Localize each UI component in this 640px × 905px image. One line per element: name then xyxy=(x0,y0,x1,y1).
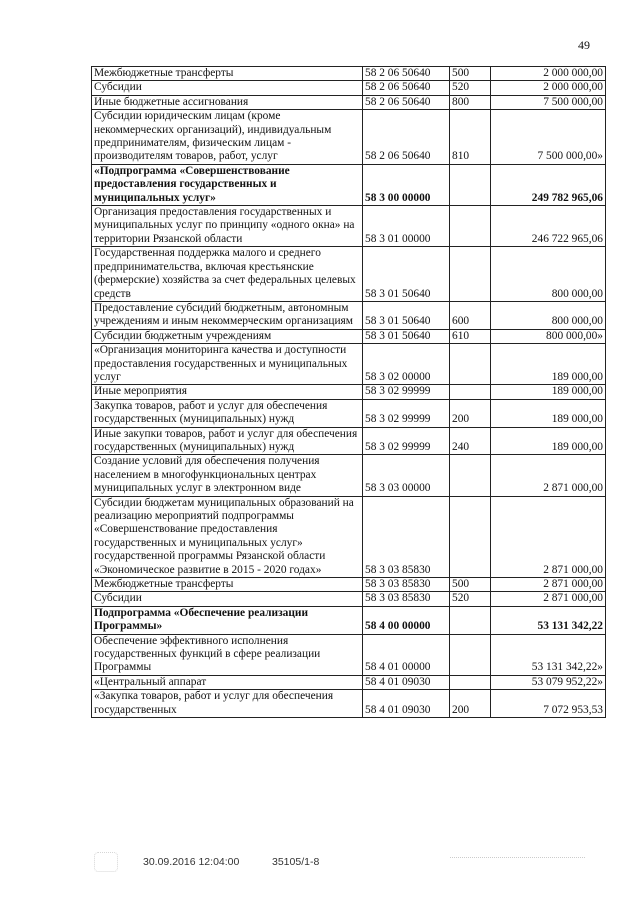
row-sum-cell: 189 000,00 xyxy=(491,344,606,385)
row-type-cell xyxy=(450,606,491,634)
table-row xyxy=(92,578,606,592)
row-sum-cell: 800 000,00 xyxy=(491,301,606,329)
row-name-cell: «Организация мониторинга качества и доступности предоставления государственных и муниципальных услуг xyxy=(92,344,363,385)
table-row xyxy=(92,455,606,496)
budget-table xyxy=(91,66,606,718)
row-sum-cell: 2 000 000,00 xyxy=(491,81,606,95)
row-code-cell: 58 4 01 09030 xyxy=(363,690,450,718)
row-name-cell: Субсидии xyxy=(92,592,363,606)
row-sum-cell: 53 131 342,22» xyxy=(491,634,606,675)
row-name-cell: Межбюджетные трансферты xyxy=(92,67,363,81)
row-code-cell: 58 3 03 85830 xyxy=(363,578,450,592)
row-type-cell: 200 xyxy=(450,399,491,427)
row-type-cell: 520 xyxy=(450,81,491,95)
table-row xyxy=(92,496,606,577)
row-sum-cell: 249 782 965,06 xyxy=(491,164,606,205)
table-row xyxy=(92,206,606,247)
row-name-cell: «Подпрограмма «Совершенствование предоставления государственных и муниципальных услуг» xyxy=(92,164,363,205)
row-name-cell: «Закупка товаров, работ и услуг для обеспечения государственных xyxy=(92,690,363,718)
faint-scan-line xyxy=(450,857,585,860)
row-name-cell: «Центральный аппарат xyxy=(92,675,363,689)
table-row xyxy=(92,81,606,95)
row-name-cell: Обеспечение эффективного исполнения государственных функций в сфере реализации Программы xyxy=(92,634,363,675)
page-number: 49 xyxy=(578,38,590,52)
row-type-cell xyxy=(450,496,491,577)
footer-datetime: 30.09.2016 12:04:00 xyxy=(143,856,240,868)
row-sum-cell: 2 871 000,00 xyxy=(491,578,606,592)
row-code-cell: 58 3 03 85830 xyxy=(363,496,450,577)
table-row xyxy=(92,592,606,606)
row-type-cell xyxy=(450,455,491,496)
table-row xyxy=(92,329,606,343)
row-sum-cell: 189 000,00 xyxy=(491,399,606,427)
table-row xyxy=(92,399,606,427)
row-type-cell xyxy=(450,344,491,385)
row-type-cell xyxy=(450,634,491,675)
row-code-cell: 58 4 00 00000 xyxy=(363,606,450,634)
table-row xyxy=(92,164,606,205)
row-code-cell: 58 3 03 00000 xyxy=(363,455,450,496)
table-row xyxy=(92,344,606,385)
row-code-cell: 58 3 02 99999 xyxy=(363,385,450,399)
row-code-cell: 58 3 01 50640 xyxy=(363,301,450,329)
row-name-cell: Иные закупки товаров, работ и услуг для обеспечения государственных (муниципальных) нужд xyxy=(92,427,363,455)
row-sum-cell: 246 722 965,06 xyxy=(491,206,606,247)
row-sum-cell: 53 131 342,22 xyxy=(491,606,606,634)
row-code-cell: 58 3 02 99999 xyxy=(363,399,450,427)
row-name-cell: Предоставление субсидий бюджетным, автономным учреждениям и иным некоммерческим организациям xyxy=(92,301,363,329)
scan-mark xyxy=(94,852,118,872)
table-row xyxy=(92,95,606,109)
table-row xyxy=(92,301,606,329)
row-name-cell: Межбюджетные трансферты xyxy=(92,578,363,592)
row-code-cell: 58 4 01 09030 xyxy=(363,675,450,689)
row-sum-cell: 800 000,00 xyxy=(491,247,606,302)
row-code-cell: 58 3 01 50640 xyxy=(363,329,450,343)
row-type-cell: 200 xyxy=(450,690,491,718)
row-type-cell xyxy=(450,385,491,399)
table-row xyxy=(92,606,606,634)
table-row xyxy=(92,67,606,81)
budget-table-body xyxy=(92,67,606,718)
row-sum-cell: 189 000,00 xyxy=(491,385,606,399)
table-row xyxy=(92,247,606,302)
row-type-cell xyxy=(450,164,491,205)
row-name-cell: Субсидии xyxy=(92,81,363,95)
row-type-cell xyxy=(450,247,491,302)
row-code-cell: 58 2 06 50640 xyxy=(363,95,450,109)
row-type-cell xyxy=(450,675,491,689)
row-sum-cell: 2 871 000,00 xyxy=(491,592,606,606)
row-code-cell: 58 2 06 50640 xyxy=(363,110,450,165)
row-type-cell: 240 xyxy=(450,427,491,455)
row-name-cell: Подпрограмма «Обеспечение реализации Программы» xyxy=(92,606,363,634)
row-name-cell: Субсидии юридическим лицам (кроме некоммерческих организаций), индивидуальным предпринимателям, физическим лицам - производителям товаров, работ, услуг xyxy=(92,110,363,165)
table-row xyxy=(92,427,606,455)
row-code-cell: 58 4 01 00000 xyxy=(363,634,450,675)
table-row xyxy=(92,385,606,399)
row-code-cell: 58 3 00 00000 xyxy=(363,164,450,205)
row-code-cell: 58 3 01 50640 xyxy=(363,247,450,302)
row-sum-cell: 7 500 000,00» xyxy=(491,110,606,165)
row-name-cell: Субсидии бюджетным учреждениям xyxy=(92,329,363,343)
row-name-cell: Организация предоставления государственных и муниципальных услуг по принципу «одного окна» на территории Рязанской области xyxy=(92,206,363,247)
row-type-cell: 800 xyxy=(450,95,491,109)
row-sum-cell: 2 871 000,00 xyxy=(491,496,606,577)
row-code-cell: 58 3 02 00000 xyxy=(363,344,450,385)
table-row xyxy=(92,110,606,165)
row-code-cell: 58 3 01 00000 xyxy=(363,206,450,247)
row-name-cell: Закупка товаров, работ и услуг для обеспечения государственных (муниципальных) нужд xyxy=(92,399,363,427)
row-name-cell: Иные мероприятия xyxy=(92,385,363,399)
row-type-cell: 500 xyxy=(450,578,491,592)
row-name-cell: Субсидии бюджетам муниципальных образований на реализацию мероприятий подпрограммы «Совершенствование предоставления государственных и муниципальных услуг» государственной программы Рязанской области «Экономическое развитие в 2015 - 2020 годах» xyxy=(92,496,363,577)
row-type-cell: 600 xyxy=(450,301,491,329)
row-sum-cell: 2 000 000,00 xyxy=(491,67,606,81)
table-row xyxy=(92,690,606,718)
row-type-cell: 520 xyxy=(450,592,491,606)
row-type-cell: 500 xyxy=(450,67,491,81)
row-sum-cell: 189 000,00 xyxy=(491,427,606,455)
row-type-cell xyxy=(450,206,491,247)
row-name-cell: Государственная поддержка малого и среднего предпринимательства, включая крестьянские (фермерские) хозяйства за счет федеральных целевых средств xyxy=(92,247,363,302)
table-row xyxy=(92,634,606,675)
row-sum-cell: 53 079 952,22» xyxy=(491,675,606,689)
row-sum-cell: 7 500 000,00 xyxy=(491,95,606,109)
table-row xyxy=(92,675,606,689)
footer-doc-id: 35105/1-8 xyxy=(272,856,320,868)
row-name-cell: Создание условий для обеспечения получения населением в многофункциональных центрах муниципальных услуг в электронном виде xyxy=(92,455,363,496)
row-name-cell: Иные бюджетные ассигнования xyxy=(92,95,363,109)
row-sum-cell: 2 871 000,00 xyxy=(491,455,606,496)
row-sum-cell: 7 072 953,53 xyxy=(491,690,606,718)
row-code-cell: 58 2 06 50640 xyxy=(363,81,450,95)
row-sum-cell: 800 000,00» xyxy=(491,329,606,343)
row-code-cell: 58 2 06 50640 xyxy=(363,67,450,81)
row-code-cell: 58 3 03 85830 xyxy=(363,592,450,606)
row-code-cell: 58 3 02 99999 xyxy=(363,427,450,455)
row-type-cell: 610 xyxy=(450,329,491,343)
row-type-cell: 810 xyxy=(450,110,491,165)
